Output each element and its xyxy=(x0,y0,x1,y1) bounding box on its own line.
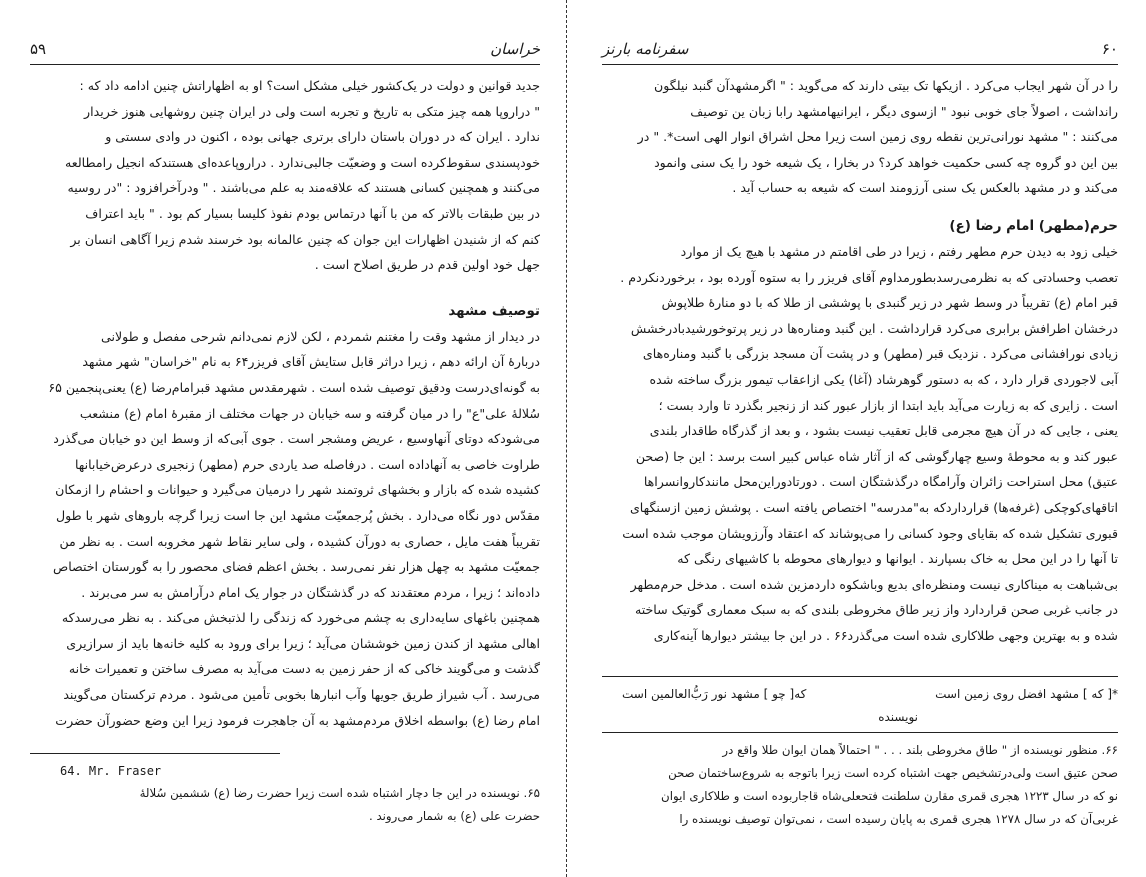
text-line: ندارد . ایران که در دوران باستان دارای برتری جهانی بوده ، اکنون در وادی سستی و xyxy=(105,129,540,145)
page-gutter xyxy=(566,0,567,877)
text-line: کنم که از شنیدن اظهارات این جوان که چنین عالمانه بود خرسند شدم زیرا آگاهی انسان بر xyxy=(70,231,540,247)
footnote-65 xyxy=(30,782,540,828)
text-line: می‌کنند : " مشهد نورانی‌ترین نقطه روی زمین است زیرا محل اشراق انوار الهی است*. " در xyxy=(637,129,1118,145)
footnote-line: صحن عتیق است ولی‌درتشخیص جهت اشتباه کرده است زیرا باتوجه به شروع‌ساختمان صحن xyxy=(668,766,1118,781)
intro-paragraph xyxy=(602,73,1118,201)
footnote-rule xyxy=(30,753,280,754)
text-line: طراوت خاصی به آنهاداده است . درفاصله صد یاردی حرم (مطهر) زنجیری درعرض‌خیابانها xyxy=(74,456,540,472)
text-line: جهل خود اولین قدم در طریق اصلاح است . xyxy=(314,257,540,273)
footnote-line: نو که در سال ۱۲۲۳ هجری قمری مقارن سلطنت فتحعلی‌شاه قاجاربوده است و طلاکاری ایوان xyxy=(661,789,1118,804)
text-line: سُلاله‌ٔ علی"ع" را در میان گرفته و سه خیابان در جهات مختلف از مقبره‌ٔ امام (ع) منشعب xyxy=(79,405,540,421)
footnote-line: ۶۵. نویسنده در این جا دچار اشتباه شده است زیرا حضرت رضا (ع) ششمین سُلاله‌ٔ xyxy=(139,786,540,801)
text-line: می‌شودکه دوتای آنهاوسیع ، عریض ومشجر است . جوی آبی‌که از وسط این دو خیابان می‌گذرد xyxy=(53,431,540,447)
body-paragraph xyxy=(602,239,1118,649)
footnote-64: 64. Mr. Fraser xyxy=(60,764,162,779)
section-heading: حرم(مطهر) امام رضا (ع) xyxy=(949,217,1118,234)
text-line: درباره‌ٔ آن ارائه دهم ، زیرا دراثر قابل ستایش آقای فریزر۶۴ به نام "خراسان" شهر مشهد xyxy=(82,354,540,370)
text-line: در جانب غربی صحن قراردارد واز زیر طاق مخروطی بلندی که به سبک معماری گوتیک ساخته xyxy=(634,602,1118,618)
text-line: درخشان اطرافش برابری می‌کرد قرارداشت . این گنبد ومناره‌ها در زیر پرتوخورشیدبادرخشش xyxy=(630,320,1118,336)
text-line: به گونه‌ای‌درست ودقیق توصیف شده است . شهرمقدس مشهد قبرامام‌رضا (ع) یعنی‌پنجمین ۶۵ xyxy=(48,379,540,395)
footnote-rule xyxy=(602,732,1118,733)
text-line: می‌کند و در مشهد بالعکس یک سنی آرزومند است که شیعه به حساب آید . xyxy=(732,180,1118,196)
poem-hemistich-left: که[ چو ] مشهد نور رَبُّ‌العالمین است xyxy=(622,687,807,702)
footnote-line: ۶۶. منظور نویسنده از " طاق مخروطی بلند . . . " احتمالاً همان ایوان طلا واقع در xyxy=(722,743,1118,758)
header-rule xyxy=(30,64,540,65)
text-line: تا آنها را در این محل به خاک بسپارند . ایوانها و دیوارهای محوطه با کاشیهای رنگی که xyxy=(677,551,1118,567)
text-line: تقریباً هفت مایل ، حصاری به دورآن کشیده ، ولی سایر نقاط شهر مخروبه است . به نظر من xyxy=(59,533,540,549)
intro-paragraph xyxy=(30,73,540,278)
footnote-line: غربی‌آن که در سال ۱۲۷۸ هجری قمری به پایان رسیده است ، نمی‌توان توصیف نویسنده را xyxy=(679,812,1118,827)
poem-hemistich-right: *[ که ] مشهد افضل روی زمین است xyxy=(935,687,1118,702)
running-title: خراسان xyxy=(490,40,540,58)
section-heading: توصیف مشهد xyxy=(448,302,540,319)
footnote-line: حضرت علی (ع) به شمار می‌روند . xyxy=(368,809,540,824)
page-number: ۵۹ xyxy=(30,40,47,58)
poem-footnote xyxy=(602,683,1118,706)
page-header xyxy=(602,40,1118,64)
text-line: زیادی نورافشانی می‌کرد . نزدیک قبر (مطهر) و در پشت آن مسجد بزرگی با گنبد ومناره‌های xyxy=(642,346,1118,362)
text-line: می‌رسد . آب شیراز طریق جویها وآب انبارها بخوبی تأمین می‌شود . مردم ترکستان می‌گویند xyxy=(63,687,540,703)
text-line: اهالی مشهد از کندن زمین خوششان می‌آید ؛ زیرا برای ورود به کلیه خانه‌ها باید از سرازیری xyxy=(66,635,540,651)
left-page xyxy=(0,0,566,877)
text-line: در بین طبقات بالاتر که من با آنها درتماس بودم نفوذ کلیسا بسیار کم بود . " باید اعتراف xyxy=(85,205,540,221)
text-line: قبوری تشکیل شده که بقایای وجود کسانی را می‌پوشاند که اعتقاد وآرزویشان موجب شده است xyxy=(622,525,1118,541)
text-line: خودپسندی سقوط‌کرده است و وضعیّت جالبی‌ندارد . دراروپاعده‌ای هستندکه انجیل رامطالعه xyxy=(65,154,540,170)
text-line: همچنین باغهای سایه‌داری به چشم می‌خورد که زندگی را لذتبخش می‌کند . به نظر می‌رسدکه xyxy=(61,610,540,626)
text-line: گذشت و می‌گویند خاکی که از حفر زمین به دست می‌آید به مصرف ساختن و تعمیرات خانه xyxy=(68,661,540,677)
text-line: یعنی ، جایی که در آن هیچ مجرمی قابل تعقیب نیست بشود ، و بعد از گذرگاه طاقدار بلندی xyxy=(649,423,1118,439)
text-line: در دیدار از مشهد وقت را مغتنم شمردم ، لکن لازم نمی‌دانم شرحی مفصل و طولانی xyxy=(101,328,540,344)
text-line: داده‌اند ؛ زیرا ، مردم معتقدند که در گذشتگان در جوار یک امام درآرامش به سر می‌برند . xyxy=(81,584,540,600)
page-header xyxy=(30,40,540,64)
text-line: می‌کنند و همچنین کسانی هستند که علاقه‌مند به علم می‌باشند . " ودرآخرافزود : "در روسیه xyxy=(67,180,540,196)
text-line: کشیده شده که بازار و بخشهای ثروتمند شهر را درمیان می‌گیرد و حیوانات و احشام را ازمکان xyxy=(55,482,540,498)
text-line: تعصب وحسادتی که به نظرمی‌رسدبطورمداوم آقای فریزر را به ستوه آورده بود ، برخوردنکردم . xyxy=(620,269,1118,285)
text-line: جمعیّت مشهد به چهل هزار نفر نمی‌رسد . بخش اعظم فضای محصور را به گورستان اختصاص xyxy=(52,559,540,575)
poem-attribution: نویسنده xyxy=(878,710,918,725)
text-line: است . زایری که به زیارت می‌آید باید ابتدا از بازار عبور کند از زنجیر بگذرد تا وارد بست ؛ xyxy=(658,397,1118,413)
right-page xyxy=(574,0,1146,877)
text-line: اتاقهای‌کوچکی (غرفه‌ها) قراردارد‌که به‌"مدرسه" اختصاص یافته است . پوشش زمین ازسنگهای xyxy=(629,499,1118,515)
page-number: ۶۰ xyxy=(1101,40,1118,58)
text-line: جدید قوانین و دولت در یک‌کشور خیلی مشکل است؟ او به اظهاراتش چنین ادامه داد که : xyxy=(79,78,540,93)
text-line: بی‌شباهت به میناکاری نیست ومنظره‌ای بدیع وباشکوه داردمزین شده است . مدخل حرم‌مطهر xyxy=(630,576,1118,592)
text-line: خیلی زود به دیدن حرم مطهر رفتم ، زیرا در طی اقامتم در مشهد با هیچ یک از موارد xyxy=(680,243,1118,259)
body-paragraph xyxy=(30,324,540,734)
text-line: شده و به بهترین وجهی طلاکاری شده است می‌گذرد۶۶ . در این جا بیشتر دیوارها آینه‌کاری xyxy=(653,627,1118,643)
text-line: آبی لاجوردی قرار دارد ، که به دستور گوهرشاد (آغا) یکی ازاعقاب تیمور بزرگ ساخته شده xyxy=(649,371,1118,387)
text-line: " دراروپا همه چیز متکی به تاریخ و تجربه است ولی در ایران چنین روشهایی هنوز خریدار xyxy=(84,103,540,119)
running-title: سفرنامه بارنز xyxy=(602,40,689,58)
text-line: رانداشت ، اصولاً جای خوبی نبود " ازسوی دیگر ، ایرانیهامشهد رابا زبان ین توصیف xyxy=(690,103,1118,119)
footnote-66 xyxy=(602,739,1118,831)
text-line: مقدّس دور نگاه می‌دارد . بخش پُرجمعیّت مشهد این جا است زیرا گرچه باروهای شهر با طول xyxy=(55,507,540,523)
text-line: عبور کند و به محوطه‌ٔ وسیع چهارگوشی که از آثار شاه عباس کبیر است برسد : این جا (صحن xyxy=(635,448,1118,464)
text-line: بین این دو گروه چه کسی حکمیت خواهد کرد؟ در بخارا ، یک شیعه خود را یک سنی وانمود xyxy=(654,154,1118,170)
text-line: قبر امام (ع) تقریباً در وسط شهر در زیر گنبدی با پوششی از طلا که با دو مناره‌ٔ طلاپوش xyxy=(661,295,1118,311)
text-line: عتیق) محل استراحت زائران وآرامگاه درگذشتگان است . دورتادوراین‌محل مانندکاروانسراها xyxy=(643,474,1118,490)
text-line: امام رضا (ع) بواسطه اخلاق مردم‌مشهد به آن جاهجرت فرمود زیرا این وضع حضورآن حضرت xyxy=(55,712,540,728)
footnote-rule xyxy=(602,676,1118,677)
header-rule xyxy=(602,64,1118,65)
text-line: را در آن شهر ایجاب می‌کرد . ازیکها تک بیتی دارند که می‌گوید : " اگرمشهدآن گنبد نیلگون xyxy=(654,78,1118,93)
